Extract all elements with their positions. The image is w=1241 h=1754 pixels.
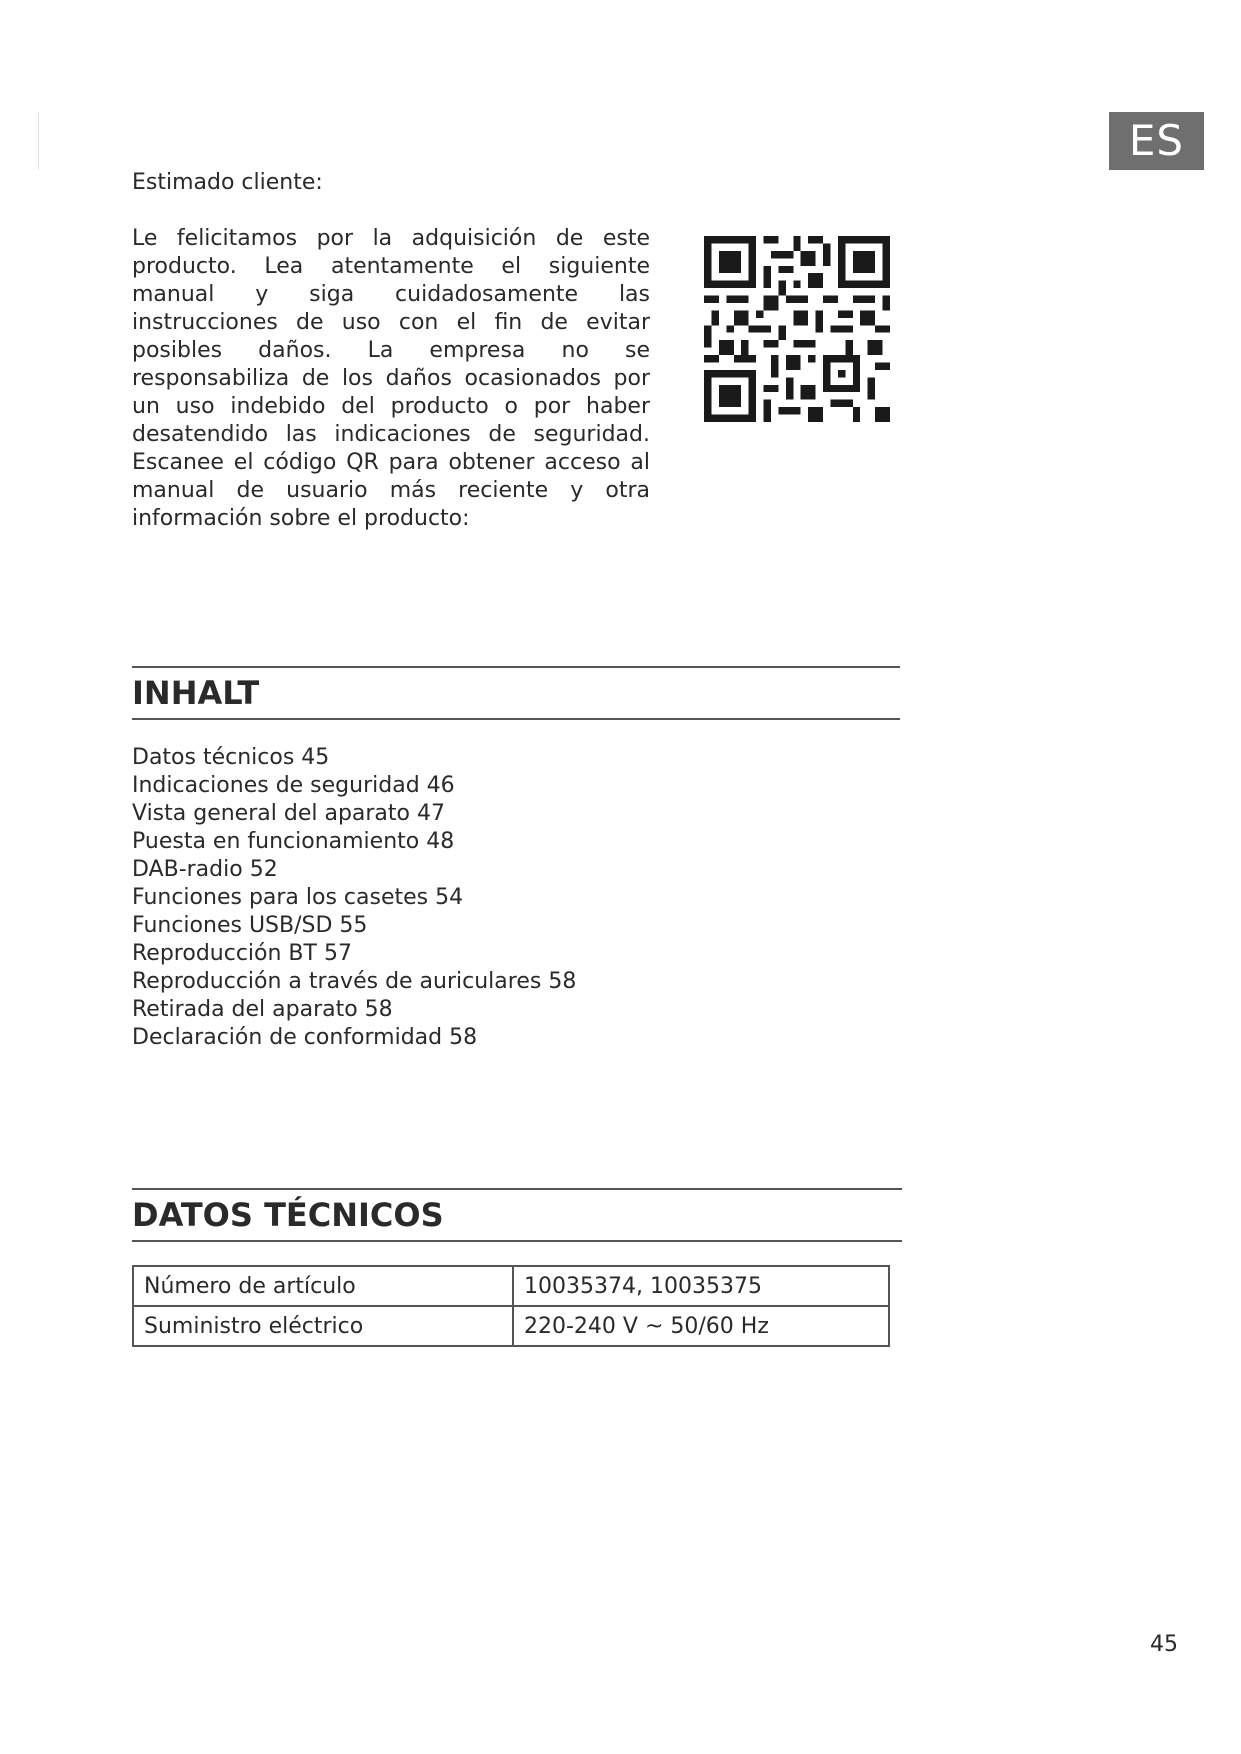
spec-label: Suministro eléctrico [133,1306,513,1346]
toc-item: DAB-radio 52 [132,857,278,882]
language-badge: ES [1109,112,1204,170]
table-of-contents [132,744,576,1052]
spec-value: 10035374, 10035375 [513,1266,889,1306]
toc-item: Funciones USB/SD 55 [132,913,368,938]
spec-label: Número de artículo [133,1266,513,1306]
specs-top-rule [132,1188,902,1190]
toc-bottom-rule [132,718,900,720]
page-number: 45 [1150,1632,1178,1657]
specs-title: DATOS TÉCNICOS [132,1196,444,1234]
toc-title: INHALT [132,674,260,712]
table-row [133,1266,889,1306]
specs-table [132,1265,890,1347]
toc-item: Declaración de conformidad 58 [132,1025,478,1050]
toc-item: Reproducción BT 57 [132,941,352,966]
table-row [133,1306,889,1346]
toc-item: Funciones para los casetes 54 [132,885,464,910]
toc-item: Vista general del aparato 47 [132,801,445,826]
toc-item: Datos técnicos 45 [132,745,330,770]
toc-item: Puesta en funcionamiento 48 [132,829,455,854]
margin-line [38,112,39,170]
intro-paragraph: Le felicitamos por la adquisición de este producto. Lea atentamente el siguiente manual y siga cuidadosamente las instrucciones de uso con el fin de evitar posibles daños. La empresa no se responsabiliza de los daños ocasionados por un uso indebido del producto o por haber desatendido las indicaciones de seguridad. Escanee el código QR para obtener acceso al manual de usuario más reciente y otra información sobre el producto: [132,226,650,531]
toc-item: Reproducción a través de auriculares 58 [132,969,577,994]
spec-value: 220-240 V ~ 50/60 Hz [513,1306,889,1346]
salutation: Estimado cliente: [132,170,323,195]
specs-heading [132,1195,888,1235]
toc-heading [132,673,888,713]
toc-item: Retirada del aparato 58 [132,997,393,1022]
specs-bottom-rule [132,1240,902,1242]
toc-top-rule [132,666,900,668]
qr-code-icon [704,236,890,422]
toc-item: Indicaciones de seguridad 46 [132,773,455,798]
